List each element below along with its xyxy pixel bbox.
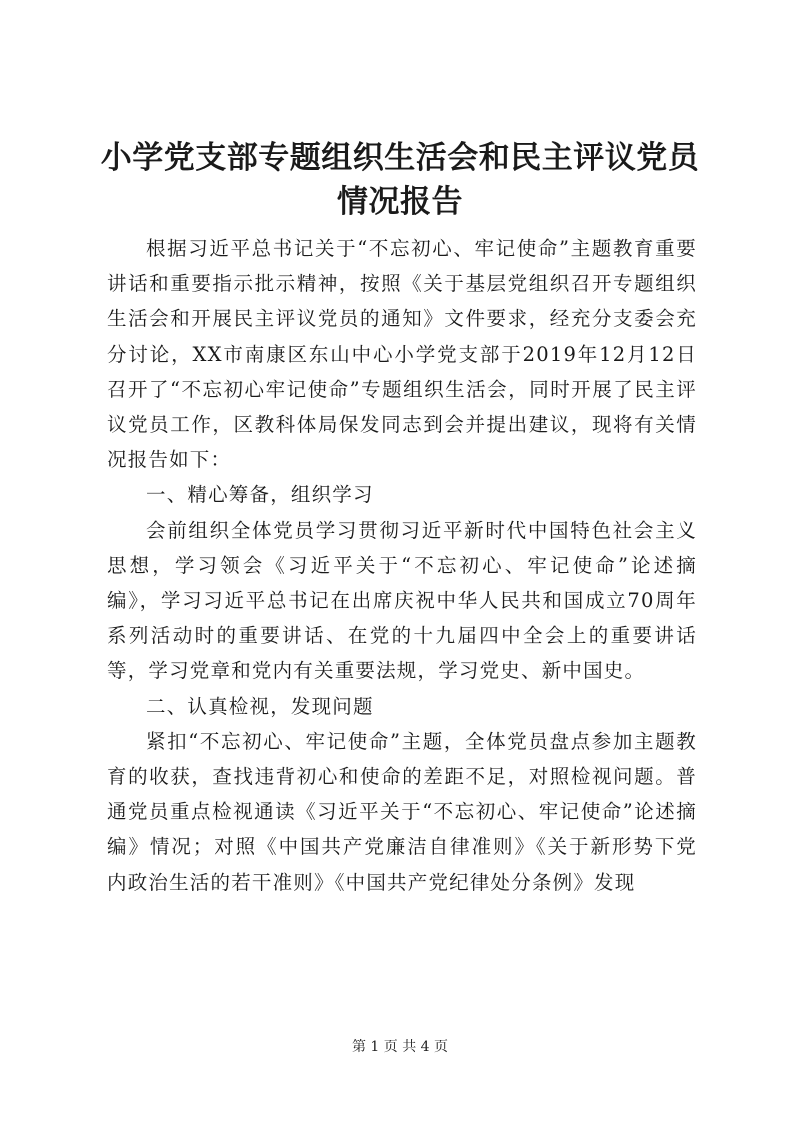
section-1-paragraph: 会前组织全体党员学习贯彻习近平新时代中国特色社会主义思想，学习领会《习近平关于“不忘初心、牢记使命”论述摘编》，学习习近平总书记在出席庆祝中华人民共和国成立70周年系列活动时的重要讲话、在党的十九届四中全会上的重要讲话等，学习党章和党内有关重要法规，学习党史、新中国史。 <box>107 518 697 683</box>
page-number-footer: 第 1 页 共 4 页 <box>351 1039 449 1055</box>
section-heading-2: 二、认真检视，发现问题 <box>146 694 374 718</box>
document-body <box>107 231 697 900</box>
document-title: 小学党支部专题组织生活会和民主评议党员情况报告 <box>100 140 700 220</box>
intro-paragraph: 根据习近平总书记关于“不忘初心、牢记使命”主题教育重要讲话和重要指示批示精神，按照《关于基层党组织召开专题组织生活会和开展民主评议党员的通知》文件要求，经充分支委会充分讨论，XX市南康区东山中心小学党支部于2019年12月12日召开了“不忘初心牢记使命”专题组织生活会，同时开展了民主评议党员工作，区教科体局保发同志到会并提出建议，现将有关情况报告如下： <box>107 237 697 472</box>
section-2-paragraph: 紧扣“不忘初心、牢记使命”主题，全体党员盘点参加主题教育的收获，查找违背初心和使命的差距不足，对照检视问题。普通党员重点检视通读《习近平关于“不忘初心、牢记使命”论述摘编》情况；对照《中国共产党廉洁自律准则》《关于新形势下党内政治生活的若干准则》《中国共产党纪律处分条例》发现 <box>107 729 697 894</box>
section-heading-1: 一、精心筹备，组织学习 <box>146 483 374 507</box>
